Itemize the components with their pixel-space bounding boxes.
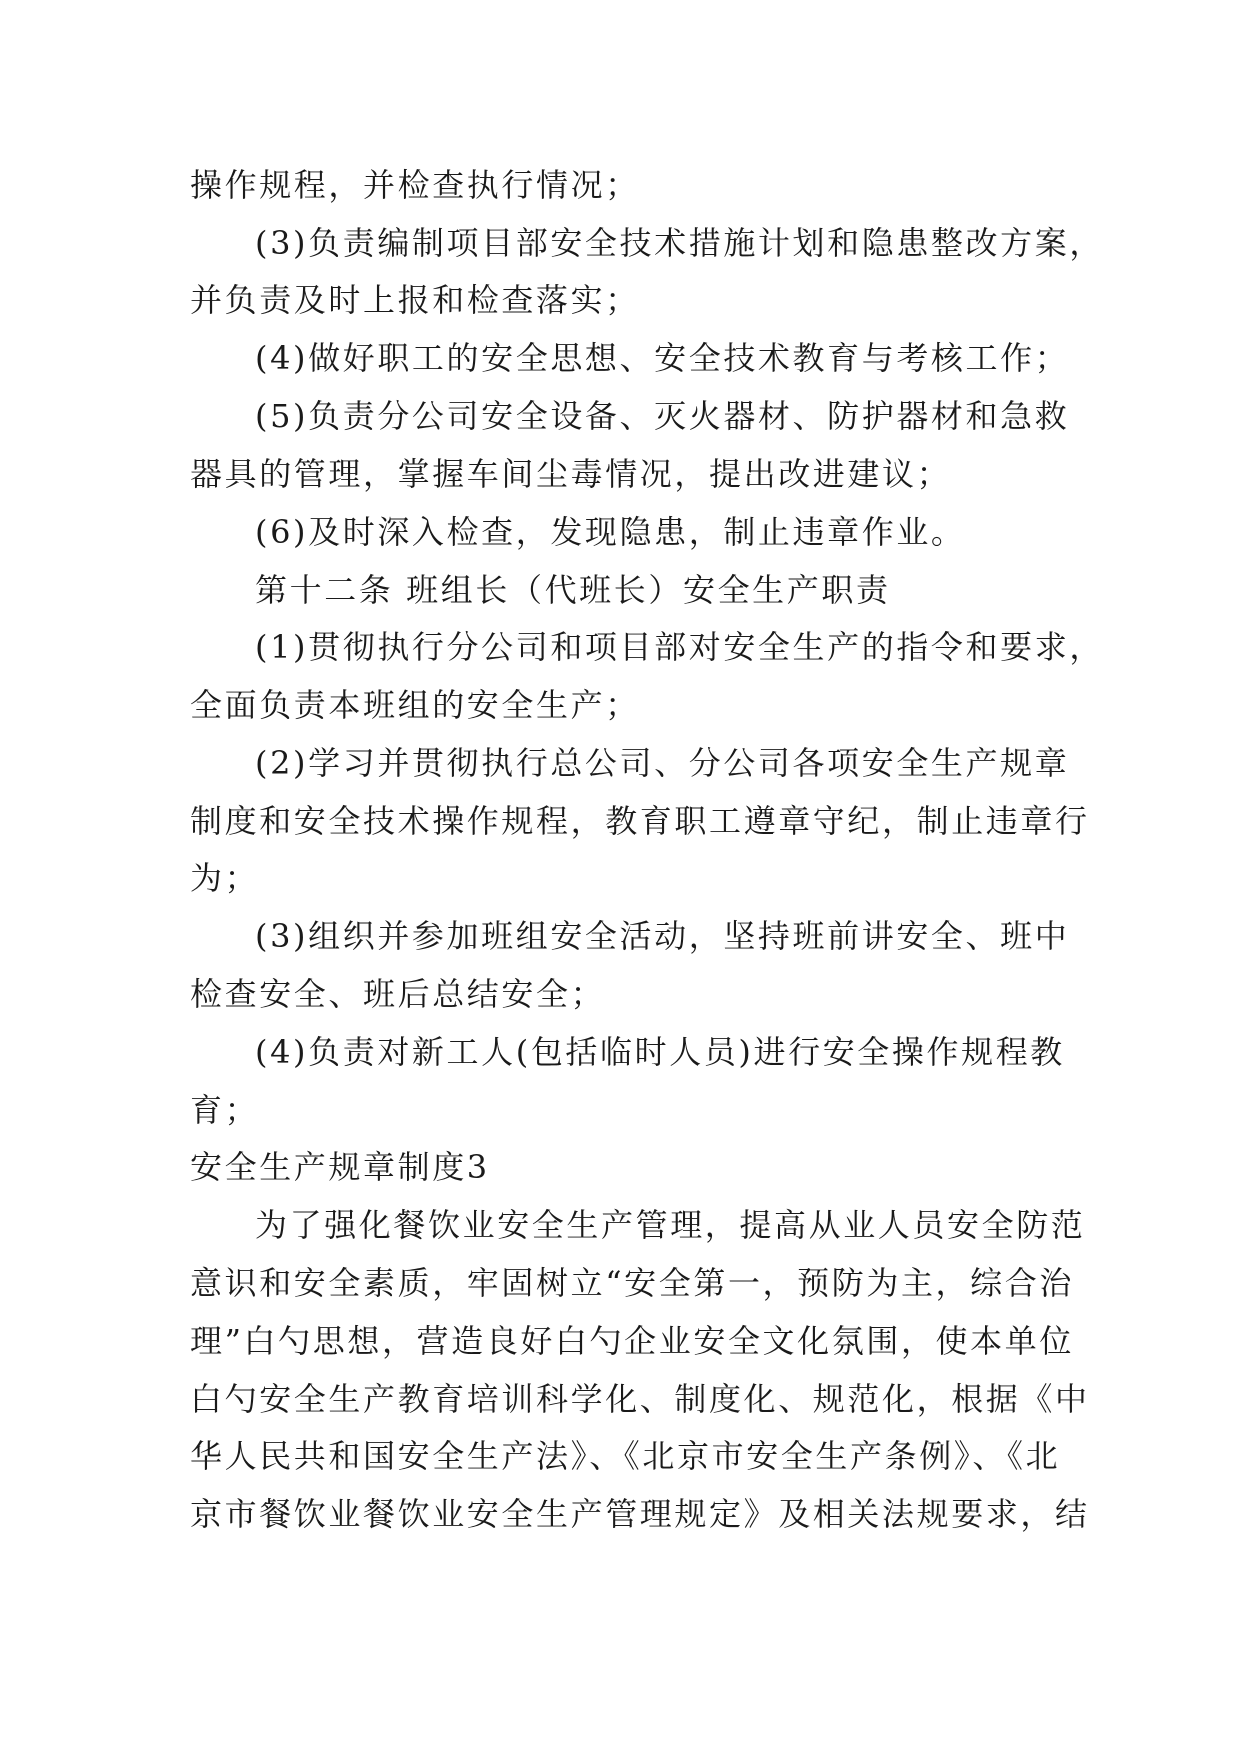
text-line: 京市餐饮业餐饮业安全生产管理规定》及相关法规要求，结 bbox=[190, 1495, 1090, 1533]
text-line: 操作规程，并检查执行情况； bbox=[190, 166, 640, 204]
text-line: 为了强化餐饮业安全生产管理，提高从业人员安全防范 bbox=[255, 1206, 1086, 1244]
text-line: 白勺安全生产教育培训科学化、制度化、规范化，根据《中 bbox=[190, 1380, 1090, 1418]
text-line: (6)及时深入检查，发现隐患，制止违章作业。 bbox=[255, 513, 966, 551]
text-line: 器具的管理，掌握车间尘毒情况，提出改进建议； bbox=[190, 455, 952, 493]
text-line: 并负责及时上报和检查落实； bbox=[190, 281, 640, 319]
text-line: (4)负责对新工人(包括临时人员)进行安全操作规程教 bbox=[255, 1033, 1065, 1071]
text-line: 育； bbox=[190, 1091, 260, 1129]
text-line: 为； bbox=[190, 859, 260, 897]
text-line: (3)组织并参加班组安全活动，坚持班前讲安全、班中 bbox=[255, 917, 1070, 955]
text-line: 华人民共和国安全生产法》、《北京市安全生产条例》、《北 bbox=[190, 1437, 1061, 1475]
text-line: 理”白勺思想，营造良好白勺企业安全文化氛围，使本单位 bbox=[190, 1322, 1074, 1360]
text-line: 全面负责本班组的安全生产； bbox=[190, 686, 640, 724]
text-line: 制度和安全技术操作规程，教育职工遵章守纪，制止违章行 bbox=[190, 802, 1090, 840]
text-line: (4)做好职工的安全思想、安全技术教育与考核工作； bbox=[255, 339, 1070, 377]
text-line: (2)学习并贯彻执行总公司、分公司各项安全生产规章 bbox=[255, 744, 1070, 782]
document-title: 安全生产规章制度3 bbox=[190, 1148, 490, 1186]
text-line: 检查安全、班后总结安全； bbox=[190, 975, 606, 1013]
text-line: (3)负责编制项目部安全技术措施计划和隐患整改方案， bbox=[255, 224, 1104, 262]
text-line: (5)负责分公司安全设备、灭火器材、防护器材和急救 bbox=[255, 397, 1070, 435]
text-line: (1)贯彻执行分公司和项目部对安全生产的指令和要求， bbox=[255, 628, 1104, 666]
section-heading: 第十二条 班组长（代班长）安全生产职责 bbox=[255, 571, 891, 609]
text-line: 意识和安全素质，牢固树立“安全第一，预防为主，综合治 bbox=[190, 1264, 1074, 1302]
